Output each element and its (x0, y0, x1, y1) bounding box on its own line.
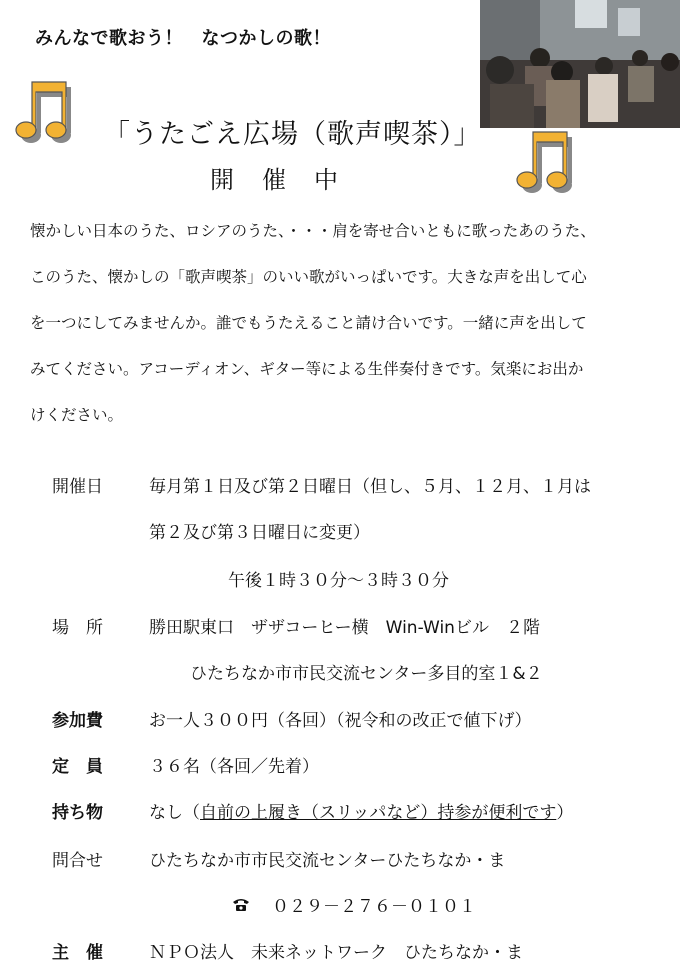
capacity-label: 定 員 (52, 757, 103, 777)
music-note-icon (14, 78, 80, 148)
time-value: 午後１時３０分～３時３０分 (228, 571, 449, 591)
phone-line (232, 892, 476, 917)
intro-line: を一つにしてみませんか。誰でもうたえること請け合いです。一緒に声を出して (30, 314, 587, 332)
photo-illustration (480, 0, 680, 128)
intro-line: みてください。アコーディオン、ギター等による生伴奏付きです。気楽にお出か (30, 360, 584, 378)
capacity-value: ３６名（各回／先着） (149, 757, 319, 777)
place-label: 場 所 (52, 618, 103, 638)
fee-label: 参加費 (52, 711, 103, 731)
music-note-icon (515, 128, 581, 198)
intro-line: けください。 (30, 406, 124, 424)
event-status: 開催中 (210, 166, 366, 194)
date-label: 開催日 (52, 477, 103, 497)
tagline: みんなで歌おう！ なつかしの歌！ (35, 28, 331, 49)
intro-paragraph (30, 208, 690, 438)
bring-value (149, 798, 573, 823)
bring-suffix: ） (556, 803, 574, 823)
event-title: 「うたごえ広場（歌声喫茶）」 (103, 119, 482, 150)
contact-label: 問合せ (52, 851, 103, 871)
bring-prefix: なし（ (149, 803, 200, 823)
place-value-2: ひたちなか市市民交流センター多目的室１&２ (190, 664, 543, 684)
contact-value: ひたちなか市市民交流センターひたちなか・ま (149, 851, 506, 871)
singing-event-photo (480, 0, 680, 128)
bring-note: 自前の上履き（スリッパなど）持参が便利です (200, 803, 557, 823)
phone-number: ０２９－２７６－０１０１ (272, 897, 476, 917)
intro-line: このうた、懐かしの「歌声喫茶」のいい歌がいっぱいです。大きな声を出して心 (30, 268, 587, 286)
telephone-icon (232, 897, 250, 917)
intro-line: 懐かしい日本のうた、ロシアのうた、・・・肩を寄せ合いともに歌ったあのうた、 (30, 222, 596, 240)
date-value-2: 第２及び第３日曜日に変更） (149, 523, 370, 543)
fee-value: お一人３００円（各回）（祝令和の改正で値下げ） (149, 711, 532, 731)
place-value: 勝田駅東口 ザザコーヒー横 Win-Winビル ２階 (149, 618, 540, 638)
date-value: 毎月第１日及び第２日曜日（但し、５月、１２月、１月は (149, 477, 591, 497)
organizer-value: ＮＰＯ法人 未来ネットワーク ひたちなか・ま (149, 943, 523, 963)
bring-label: 持ち物 (52, 803, 103, 823)
organizer-label: 主 催 (52, 943, 103, 963)
